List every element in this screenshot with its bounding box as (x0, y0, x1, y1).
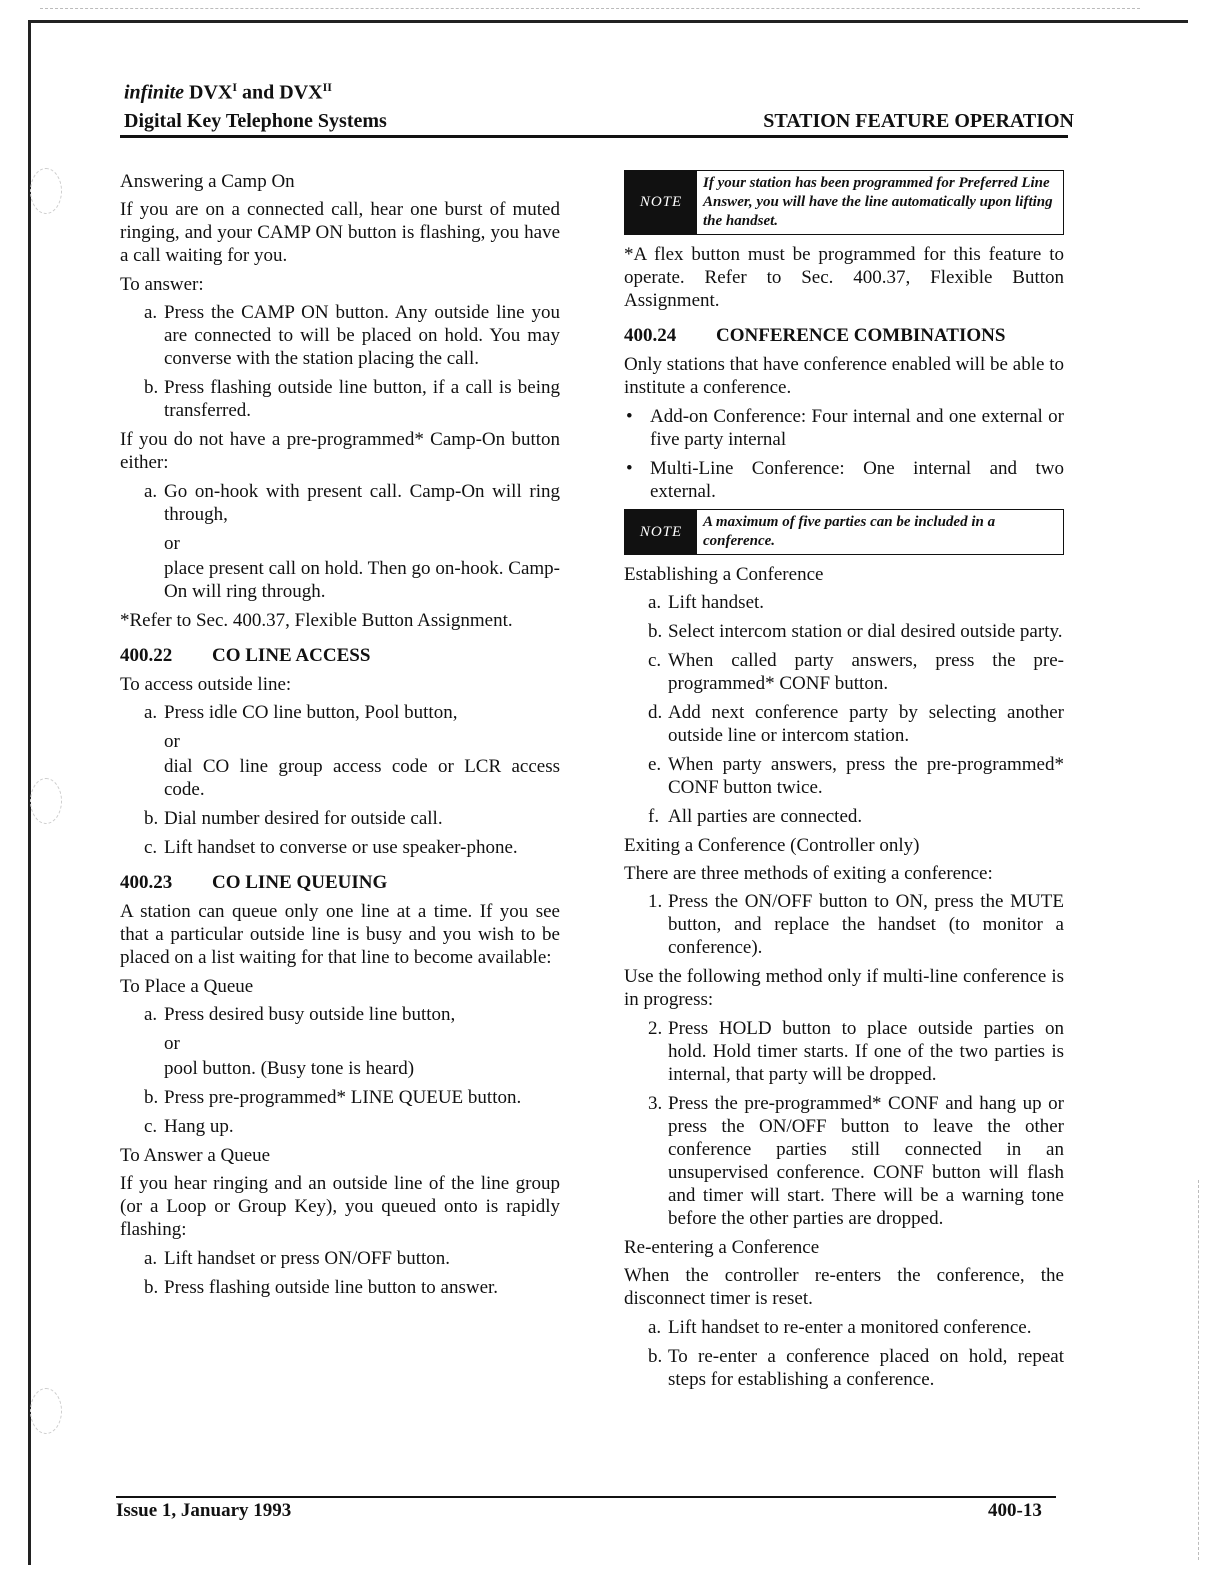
right-column (624, 170, 1064, 1397)
left-column (120, 170, 560, 1305)
s22-step-c (144, 836, 560, 859)
camp2-step-a (144, 480, 560, 526)
punch-hole-mark (30, 778, 62, 824)
step-label: a. (648, 1317, 662, 1338)
step-text: Press idle CO line button, Pool button, (164, 702, 458, 723)
bullet-item (624, 405, 1064, 451)
step-text: Press flashing outside line button, if a call is being transferred. (164, 377, 560, 421)
exiting-title: Exiting a Conference (Controller only) (624, 835, 920, 856)
camp-step-a (144, 301, 560, 370)
est-step-b (648, 620, 1064, 643)
step-label: c. (648, 650, 662, 671)
bullet-text: Multi-Line Conference: One internal and two external. (650, 458, 1064, 502)
step-label: b. (144, 377, 159, 398)
step-text: Press flashing outside line button to answer. (164, 1277, 499, 1298)
header-section-title: STATION FEATURE OPERATION (763, 110, 1074, 132)
section-400-23-heading (120, 871, 560, 894)
step-label: a. (648, 592, 662, 613)
step-label: b. (144, 1087, 159, 1108)
step-text: Press pre-programmed* LINE QUEUE button. (164, 1087, 522, 1108)
step-label: 2. (648, 1018, 663, 1039)
section-400-22-heading (120, 644, 560, 667)
step-label: a. (144, 702, 158, 723)
step-label: b. (144, 808, 159, 829)
step-text: Press the ON/OFF button to ON, press the MUTE button, and replace the handset (to monitor a conference). (668, 891, 1064, 958)
footer-issue: Issue 1, January 1993 (116, 1500, 292, 1521)
s23-step-b (144, 1086, 560, 1109)
step-text: Lift handset or press ON/OFF button. (164, 1248, 451, 1269)
step-text: Lift handset to converse or use speaker-phone. (164, 837, 518, 858)
s23-step-a-cont: pool button. (Busy tone is heard) (164, 1058, 415, 1079)
step-text: To re-enter a conference placed on hold, repeat steps for establishing a conference. (668, 1346, 1064, 1390)
step-text: Hang up. (164, 1116, 234, 1137)
camp-to-answer: To answer: (120, 274, 204, 295)
or-word: or (164, 731, 180, 752)
footer-page-number: 400-13 (988, 1500, 1042, 1521)
step-label: c. (144, 1116, 158, 1137)
exit-method-2 (648, 1017, 1064, 1086)
s23-step-c (144, 1115, 560, 1138)
scan-border-dots (40, 8, 1140, 9)
step-text: Select intercom station or dial desired outside party. (668, 621, 1063, 642)
exit-method-3 (648, 1092, 1064, 1230)
step-text: Dial number desired for outside call. (164, 808, 443, 829)
note-box-max-parties (624, 509, 1064, 555)
note-text: If your station has been programmed for Preferred Line Answer, you will have the line automatically upon lifting the handset. (703, 175, 1053, 229)
camp-step-b (144, 376, 560, 422)
step-label: e. (648, 754, 662, 775)
s22-intro: To access outside line: (120, 674, 292, 695)
step-label: a. (144, 302, 158, 323)
reentering-paragraph: When the controller re-enters the conference, the disconnect timer is reset. (624, 1265, 1064, 1309)
section-400-24-heading (624, 324, 1064, 347)
model-1-sup: I (232, 80, 238, 94)
header-line-2 (124, 110, 1074, 133)
est-step-f (648, 805, 1064, 828)
step-text: Lift handset. (668, 592, 765, 613)
s22-step-b (144, 807, 560, 830)
model-1: DVX (189, 81, 233, 104)
step-label: d. (648, 702, 663, 723)
flex-paragraph: *A flex button must be programmed for this feature to operate. Refer to Sec. 400.37, Flexible Button Assignment. (624, 244, 1064, 311)
s24-paragraph: Only stations that have conference enabled will be able to institute a conference. (624, 354, 1064, 398)
step-label: 3. (648, 1093, 663, 1114)
step-label: b. (144, 1277, 159, 1298)
note-badge: NOTE (625, 510, 697, 554)
step-label: a. (144, 1004, 158, 1025)
re-step-b (648, 1345, 1064, 1391)
note-badge: NOTE (625, 171, 697, 234)
footer-rule (116, 1496, 1056, 1498)
step-label: a. (144, 1248, 158, 1269)
note-text: A maximum of five parties can be included in a conference. (703, 514, 996, 549)
or-word: or (164, 533, 180, 554)
step-text: When called party answers, press the pre-programmed* CONF button. (668, 650, 1064, 694)
section-title: CONFERENCE COMBINATIONS (716, 325, 1006, 346)
model-2: DVX (279, 81, 323, 104)
punch-hole-mark (30, 168, 62, 214)
camp-title: Answering a Camp On (120, 171, 295, 192)
page-frame-top (28, 20, 1188, 23)
scan-edge-dots (1198, 1180, 1199, 1560)
exiting-mid-paragraph: Use the following method only if multi-line conference is in progress: (624, 966, 1064, 1010)
step-text: Go on-hook with present call. Camp-On will ring through, (164, 481, 560, 525)
step-text: Press the pre-programmed* CONF and hang up or press the ON/OFF button to leave the other conference parties still connected in an unsupervised conference. CONF button will flash and timer will start. There will be a warning tone before the other parties are dropped. (668, 1093, 1064, 1229)
header-product-line (124, 80, 1074, 105)
section-title: CO LINE ACCESS (212, 645, 371, 666)
punch-hole-mark (30, 1388, 62, 1434)
brand-word: infinite (124, 81, 185, 104)
reentering-title: Re-entering a Conference (624, 1237, 820, 1258)
est-step-d (648, 701, 1064, 747)
establishing-title: Establishing a Conference (624, 564, 824, 585)
s23-paragraph-2: If you hear ringing and an outside line of the line group (or a Loop or Group Key), you queued onto is rapidly flashing: (120, 1173, 560, 1240)
est-step-a (648, 591, 1064, 614)
header-rule (120, 135, 1068, 138)
step-label: a. (144, 481, 158, 502)
step-label: b. (648, 621, 663, 642)
re-step-a (648, 1316, 1064, 1339)
step-text: When party answers, press the pre-programmed* CONF button twice. (668, 754, 1064, 798)
step-text: All parties are connected. (668, 806, 863, 827)
note-box-preferred-line (624, 170, 1064, 235)
section-number: 400.23 (120, 872, 173, 893)
camp-reference: *Refer to Sec. 400.37, Flexible Button Assignment. (120, 610, 513, 631)
step-text: Add next conference party by selecting another outside line or intercom station. (668, 702, 1064, 746)
step-text: Press desired busy outside line button, (164, 1004, 456, 1025)
step-text: Press the CAMP ON button. Any outside line you are connected to will be placed on hold. You may converse with the station placing the call. (164, 302, 560, 369)
est-step-e (648, 753, 1064, 799)
step-label: c. (144, 837, 158, 858)
s23-answer-step-a (144, 1247, 560, 1270)
model-2-sup: II (322, 80, 332, 94)
bullet-item (624, 457, 1064, 503)
step-text: Press HOLD button to place outside parties on hold. Hold timer starts. If one of the two parties is internal, that party will be dropped. (668, 1018, 1064, 1085)
step-label: b. (648, 1346, 663, 1367)
exiting-intro: There are three methods of exiting a conference: (624, 863, 993, 884)
s23-place-title: To Place a Queue (120, 976, 254, 997)
camp2-step-a-cont: place present call on hold. Then go on-hook. Camp-On will ring through. (164, 558, 560, 602)
section-number: 400.22 (120, 645, 173, 666)
exit-method-1 (648, 890, 1064, 959)
bullet-dot-icon: • (626, 406, 633, 427)
section-number: 400.24 (624, 325, 677, 346)
s23-step-a (144, 1003, 560, 1026)
header-conj: and (242, 81, 275, 104)
s22-step-a (144, 701, 560, 724)
section-title: CO LINE QUEUING (212, 872, 388, 893)
bullet-text: Add-on Conference: Four internal and one external or five party internal (650, 406, 1064, 450)
s23-answer-title: To Answer a Queue (120, 1145, 271, 1166)
step-text: Lift handset to re-enter a monitored conference. (668, 1317, 1032, 1338)
est-step-c (648, 649, 1064, 695)
s23-answer-step-b (144, 1276, 560, 1299)
camp-paragraph-2: If you do not have a pre-programmed* Camp-On button either: (120, 429, 560, 473)
header-subtitle: Digital Key Telephone Systems (124, 110, 387, 132)
step-label: 1. (648, 891, 663, 912)
or-word: or (164, 1033, 180, 1054)
camp-paragraph: If you are on a connected call, hear one burst of muted ringing, and your CAMP ON button is flashing, you have a call waiting for you. (120, 199, 560, 266)
step-label: f. (648, 806, 660, 827)
s23-paragraph: A station can queue only one line at a time. If you see that a particular outside line is busy and you wish to be placed on a list waiting for that line to become available: (120, 901, 560, 968)
s22-step-a-cont: dial CO line group access code or LCR access code. (164, 756, 560, 800)
bullet-dot-icon: • (626, 458, 633, 479)
